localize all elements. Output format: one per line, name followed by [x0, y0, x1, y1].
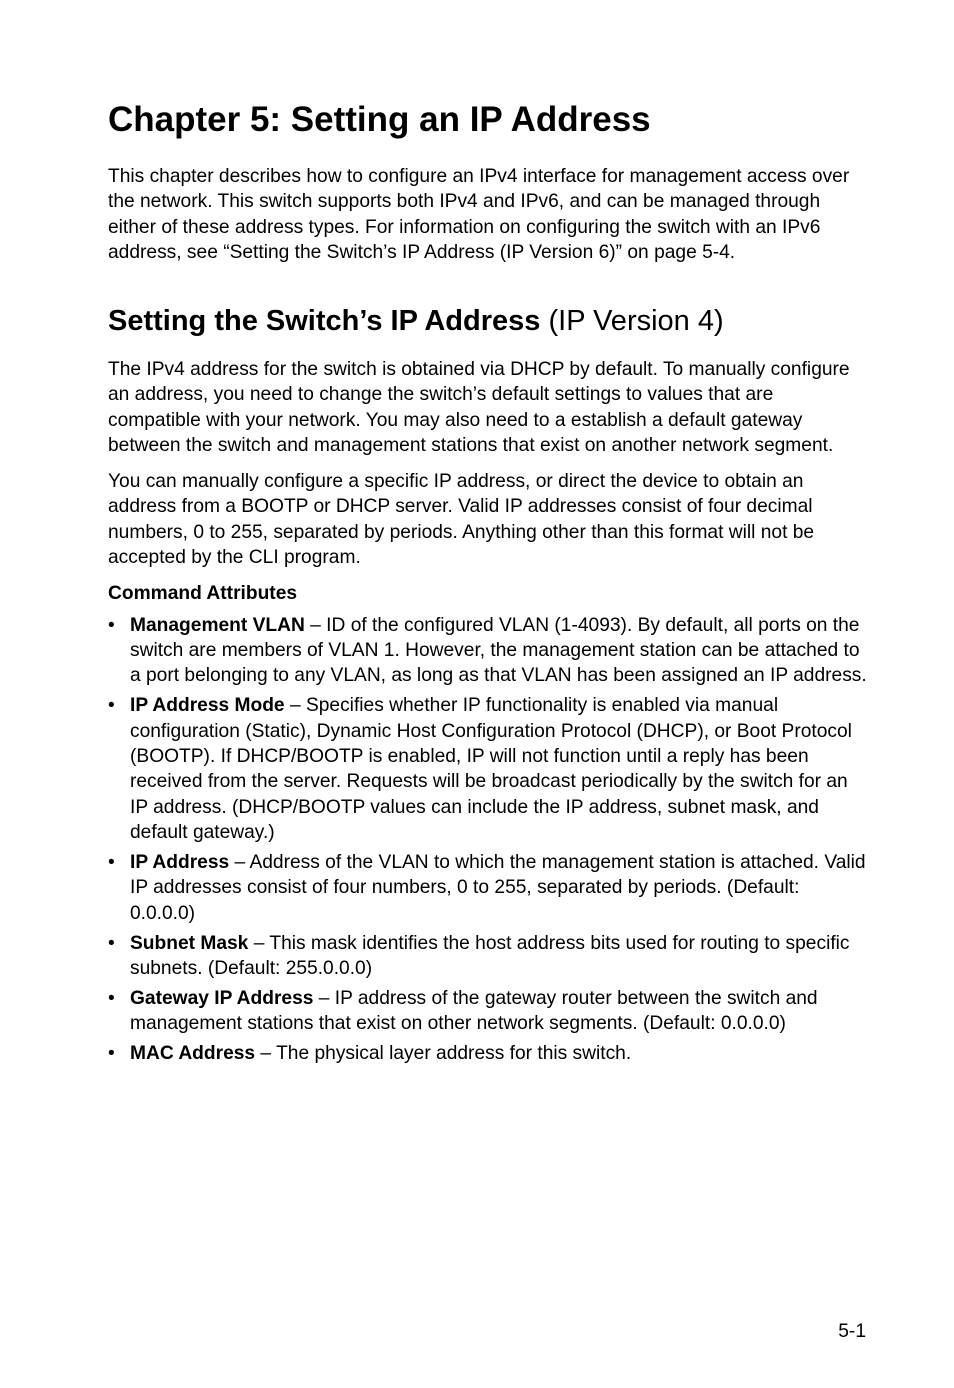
section-title-bold: Setting the Switch’s IP Address [108, 305, 541, 337]
attribute-term: MAC Address [130, 1043, 256, 1065]
section-paragraph-1: The IPv4 address for the switch is obtained via DHCP by default. To manually configure an address, you need to change the switch’s default settings to values that are compatible with your network. You may also need to a establish a default gateway between the switch and management stations that exist on another network segment. [108, 359, 850, 456]
bullet-icon: • [108, 614, 115, 636]
bullet-icon: • [108, 988, 115, 1010]
bullet-icon: • [108, 851, 115, 873]
section-paragraph-2: You can manually configure a specific IP address, or direct the device to obtain an address from a BOOTP or DHCP server. Valid IP addresses consist of four decimal numbers, 0 to 255, separated by periods. Anything other than this format will not be accepted by the CLI program. [108, 471, 815, 569]
attribute-term: Management VLAN [130, 614, 305, 636]
attribute-description: – Specifies whether IP functionality is enabled via manual configuration (Static), Dynamic Host Configuration Protocol (DHCP), or Boot Protocol (BOOTP). If DHCP/BOOTP is enabled, IP will not function until a reply has been received from the server. Requests will be broadcast periodically by the switch for an IP address. (DHCP/BOOTP values can include the IP address, subnet mask, and default gateway.) [130, 695, 852, 843]
attribute-item-gateway-ip-address [108, 986, 868, 1037]
bullet-icon: • [108, 932, 115, 954]
section-title [108, 302, 724, 340]
chapter-title: Chapter 5: Setting an IP Address [108, 100, 651, 139]
attribute-item-ip-address [108, 850, 868, 926]
attribute-term: Gateway IP Address [130, 988, 314, 1010]
attribute-term: IP Address Mode [130, 695, 285, 717]
attribute-item-subnet-mask [108, 931, 868, 982]
attribute-description: – IP address of the gateway router between the switch and management stations that exist on other network segments. (Default: 0.0.0.0) [130, 988, 818, 1035]
section-title-normal: (IP Version 4) [540, 305, 724, 337]
attribute-term: IP Address [130, 851, 230, 873]
page-number: 5-1 [838, 1321, 866, 1342]
attribute-description: – This mask identifies the host address bits used for routing to specific subnets. (Default: 255.0.0.0) [130, 932, 850, 979]
attribute-description: – The physical layer address for this switch. [255, 1043, 632, 1065]
chapter-intro-paragraph: This chapter describes how to configure an IPv4 interface for management access over the network. This switch supports both IPv4 and IPv6, and can be managed through either of these address types. For information on configuring the switch with an IPv6 address, see “Setting the Switch’s IP Address (IP Version 6)” on page 5-4. [108, 166, 850, 263]
attribute-term: Subnet Mask [130, 932, 249, 954]
attribute-item-management-vlan [108, 613, 868, 689]
attribute-description: – ID of the configured VLAN (1-4093). By default, all ports on the switch are members of VLAN 1. However, the management station can be attached to a port belonging to any VLAN, as long as that VLAN has been assigned an IP address. [130, 614, 867, 687]
command-attributes-heading: Command Attributes [108, 583, 298, 605]
attribute-description: – Address of the VLAN to which the management station is attached. Valid IP addresses consist of four numbers, 0 to 255, separated by periods. (Default: 0.0.0.0) [130, 851, 866, 924]
command-attributes-list [108, 613, 868, 1067]
section-body [108, 357, 868, 1072]
attribute-item-mac-address [108, 1041, 868, 1066]
attribute-item-ip-address-mode [108, 693, 868, 845]
bullet-icon: • [108, 1043, 115, 1065]
bullet-icon: • [108, 695, 115, 717]
